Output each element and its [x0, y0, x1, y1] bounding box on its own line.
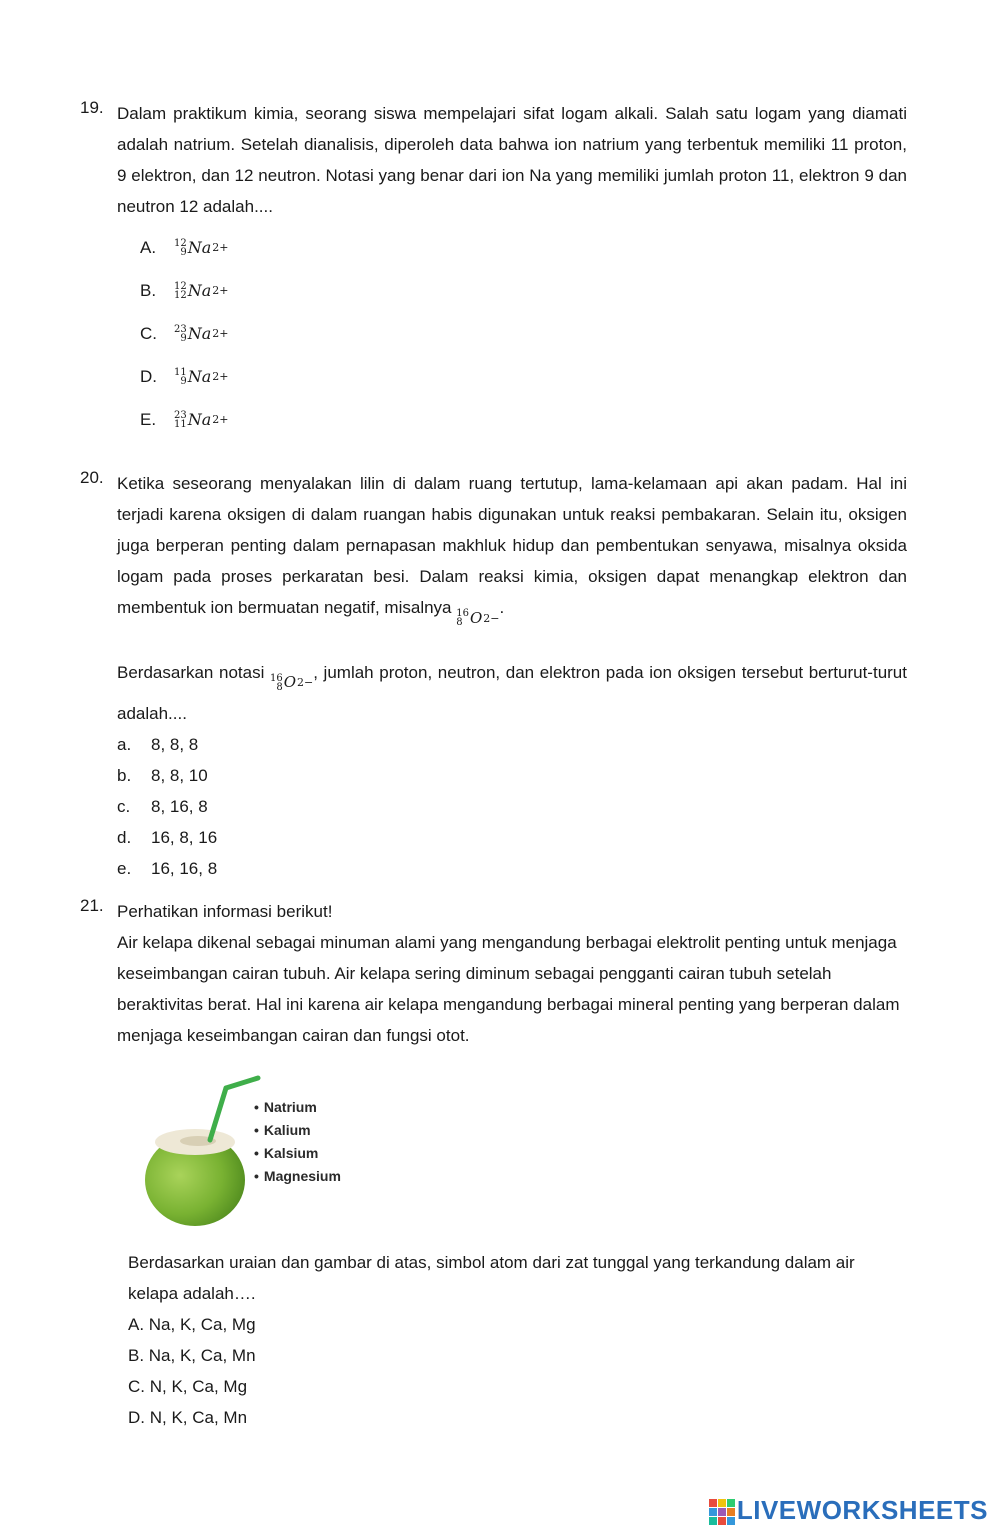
question-prompt: Berdasarkan notasi 16 8 O 2− , jumlah proton, neutron, dan elektron pada ion oksigen tersebut berturut-turut adalah....: [117, 662, 907, 723]
option-b[interactable]: B. Na, K, Ca, Mn: [128, 1345, 256, 1365]
question-19: [80, 98, 907, 441]
option-c[interactable]: c. 8, 16, 8: [117, 796, 208, 816]
question-number: 19.: [80, 98, 104, 117]
question-prompt: Berdasarkan uraian dan gambar di atas, simbol atom dari zat tunggal yang terkandung dalam air kelapa adalah….: [128, 1253, 855, 1303]
mineral-item: • Natrium: [254, 1096, 341, 1119]
mineral-item: • Kalsium: [254, 1142, 341, 1165]
question-text: Air kelapa dikenal sebagai minuman alami yang mengandung berbagai elektrolit penting untuk menjaga keseimbangan cairan tubuh. Air kelapa sering diminum sebagai pengganti cairan tubuh setelah beraktivitas berat. Hal ini karena air kelapa mengandung berbagai mineral penting yang berperan dalam menjaga keseimbangan cairan dan fungsi otot.: [117, 933, 900, 1045]
option-e[interactable]: e. 16, 16, 8: [117, 858, 218, 878]
mineral-list: [254, 1096, 341, 1188]
option-d[interactable]: D. 11 9 Na 2+: [140, 366, 229, 387]
question-number: 20.: [80, 468, 104, 487]
options-list: [140, 226, 907, 441]
logo-icon: [709, 1497, 737, 1525]
question-intro: Perhatikan informasi berikut!: [117, 902, 333, 921]
oxygen-ion-notation: 16 8 O 2−: [269, 672, 314, 693]
mineral-item: • Kalium: [254, 1119, 341, 1142]
option-d[interactable]: d. 16, 8, 16: [117, 827, 218, 847]
isotope-notation: 12 12 Na 2+: [174, 280, 229, 301]
option-c[interactable]: C. 23 9 Na 2+: [140, 323, 229, 344]
question-text: Dalam praktikum kimia, seorang siswa mempelajari sifat logam alkali. Salah satu logam yang diamati adalah natrium. Setelah dianalisis, diperoleh data bahwa ion natrium yang terbentuk memiliki 11 proton, 9 elektron, dan 12 neutron. Notasi yang benar dari ion Na yang memiliki jumlah proton 11, elektron 9 dan neutron 12 adalah....: [117, 104, 907, 216]
question-20: [80, 468, 907, 884]
option-a[interactable]: a. 8, 8, 8: [117, 734, 199, 754]
option-b[interactable]: B. 12 12 Na 2+: [140, 280, 229, 301]
options-list: [128, 1309, 908, 1433]
isotope-notation: 23 9 Na 2+: [174, 323, 229, 344]
question-21-prompt: [128, 1247, 908, 1433]
option-a[interactable]: A. Na, K, Ca, Mg: [128, 1314, 256, 1334]
isotope-notation: 12 9 Na 2+: [174, 237, 229, 258]
isotope-notation: 11 9 Na 2+: [174, 366, 229, 387]
question-21: [80, 896, 907, 1051]
isotope-notation: 23 11 Na 2+: [174, 409, 229, 430]
options-list: [117, 729, 907, 884]
liveworksheets-logo[interactable]: [709, 1495, 988, 1526]
option-a[interactable]: A. 12 9 Na 2+: [140, 237, 229, 258]
question-text: Ketika seseorang menyalakan lilin di dalam ruang tertutup, lama-kelamaan api akan padam. Hal ini terjadi karena oksigen di dalam ruangan habis digunakan untuk reaksi pembakaran. Selain itu, oksigen juga berperan penting dalam pernapasan makhluk hidup dan pembentukan senyawa, misalnya oksida logam pada proses perkaratan besi. Dalam reaksi kimia, oksigen dapat menangkap elektron dan membentuk ion bermuatan negatif, misalnya 16 8 O 2− .: [117, 468, 907, 634]
option-c[interactable]: C. N, K, Ca, Mg: [128, 1376, 248, 1396]
mineral-item: • Magnesium: [254, 1165, 341, 1188]
logo-text: LIVEWORKSHEETS: [736, 1495, 988, 1525]
option-e[interactable]: E. 23 11 Na 2+: [140, 409, 229, 430]
oxygen-ion-notation: 16 8 O 2−: [456, 608, 500, 628]
option-d[interactable]: D. N, K, Ca, Mn: [128, 1407, 248, 1427]
question-number: 21.: [80, 896, 104, 915]
option-b[interactable]: b. 8, 8, 10: [117, 765, 208, 785]
